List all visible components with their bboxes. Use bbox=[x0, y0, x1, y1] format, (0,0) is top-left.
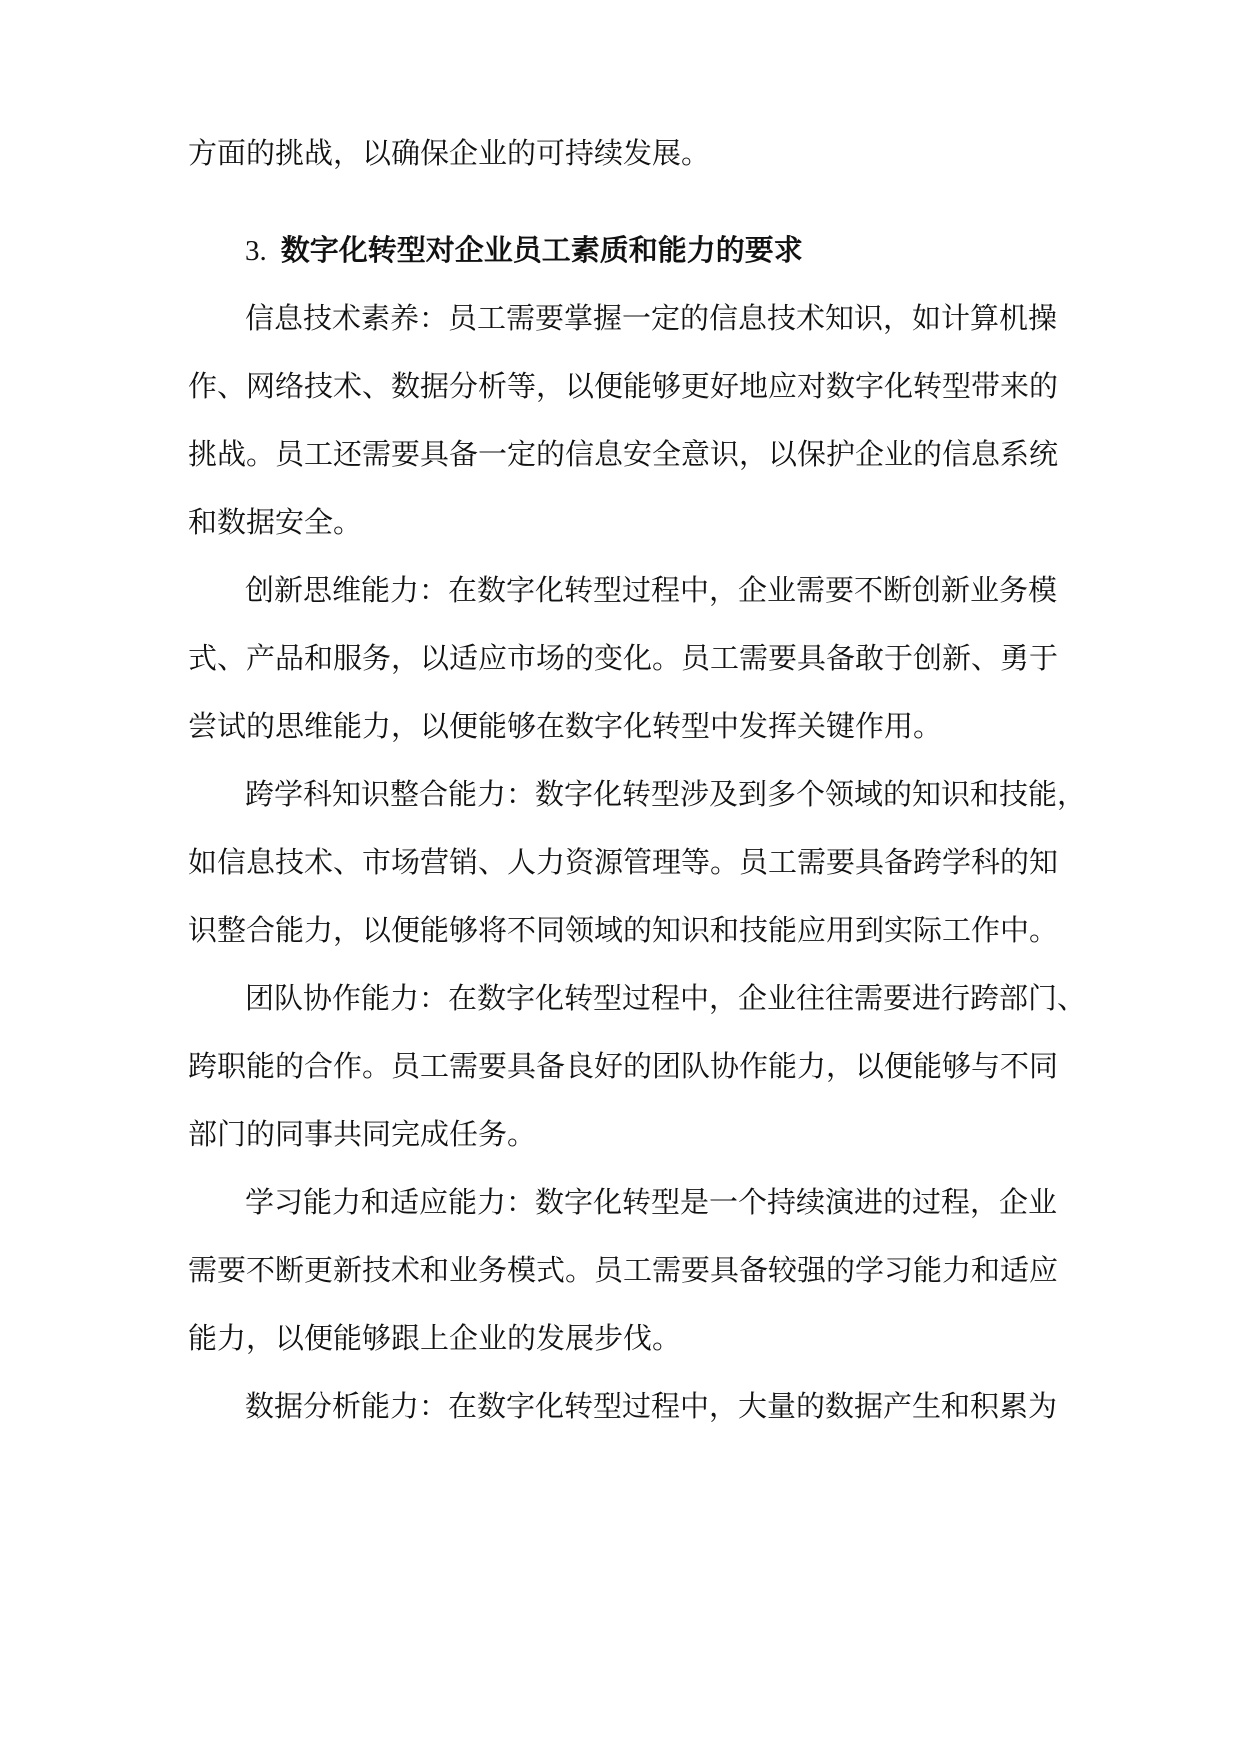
paragraph-line: 信息技术素养：员工需要掌握一定的信息技术知识，如计算机操 bbox=[245, 301, 1058, 335]
paragraph-line: 学习能力和适应能力：数字化转型是一个持续演进的过程，企业 bbox=[245, 1185, 1058, 1219]
paragraph-line: 跨学科知识整合能力：数字化转型涉及到多个领域的知识和技能， bbox=[245, 777, 1087, 811]
paragraph-line: 作、网络技术、数据分析等，以便能够更好地应对数字化转型带来的 bbox=[188, 369, 1059, 403]
paragraph-line: 识整合能力，以便能够将不同领域的知识和技能应用到实际工作中。 bbox=[188, 913, 1059, 947]
paragraph-line: 团队协作能力：在数字化转型过程中，企业往往需要进行跨部门、 bbox=[245, 981, 1087, 1015]
paragraph-line: 挑战。员工还需要具备一定的信息安全意识，以保护企业的信息系统 bbox=[188, 437, 1059, 471]
paragraph-line: 能力，以便能够跟上企业的发展步伐。 bbox=[188, 1321, 682, 1355]
section-heading bbox=[245, 225, 803, 275]
paragraph-line: 数据分析能力：在数字化转型过程中，大量的数据产生和积累为 bbox=[245, 1389, 1058, 1423]
paragraph-line: 和数据安全。 bbox=[188, 505, 363, 539]
paragraph-line: 需要不断更新技术和业务模式。员工需要具备较强的学习能力和适应 bbox=[188, 1253, 1059, 1287]
paragraph-line: 部门的同事共同完成任务。 bbox=[188, 1117, 537, 1151]
paragraph-line: 式、产品和服务，以适应市场的变化。员工需要具备敢于创新、勇于 bbox=[188, 641, 1059, 675]
paragraph-line: 跨职能的合作。员工需要具备良好的团队协作能力，以便能够与不同 bbox=[188, 1049, 1059, 1083]
intro-line: 方面的挑战，以确保企业的可持续发展。 bbox=[188, 136, 711, 170]
section-title: 数字化转型对企业员工素质和能力的要求 bbox=[280, 233, 803, 267]
section-number: 3. bbox=[245, 235, 267, 267]
paragraph-line: 如信息技术、市场营销、人力资源管理等。员工需要具备跨学科的知 bbox=[188, 845, 1059, 879]
paragraph-line: 创新思维能力：在数字化转型过程中，企业需要不断创新业务模 bbox=[245, 573, 1058, 607]
paragraph-line: 尝试的思维能力，以便能够在数字化转型中发挥关键作用。 bbox=[188, 709, 943, 743]
